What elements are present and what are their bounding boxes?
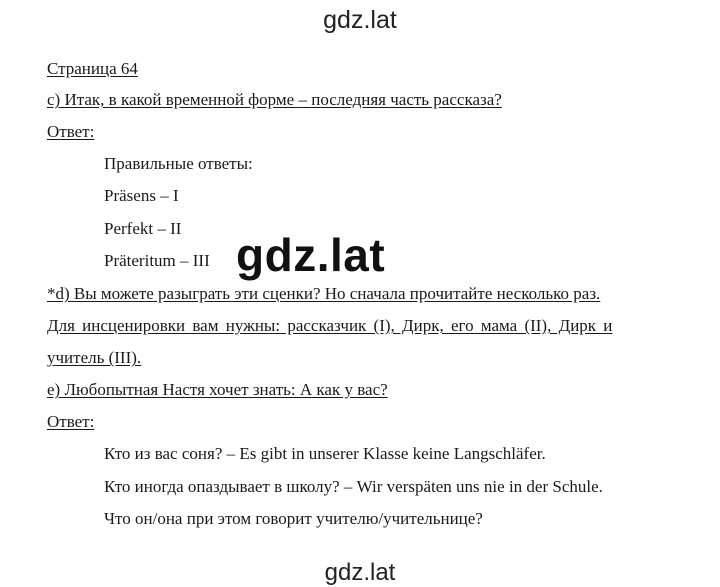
answer-label-2: Ответ: — [47, 412, 95, 431]
watermark-center: gdz.lat — [236, 229, 386, 281]
answer-item-3: Präteritum – III — [104, 251, 210, 270]
task-d-line-2: Для инсценировки вам нужны: рассказчик (I), Дирк, его мама (II), Дирк и — [47, 316, 613, 335]
dialog-line-2: Кто иногда опаздывает в школу? – Wir verspäten uns nie in der Schule. — [104, 477, 603, 496]
correct-answers-heading: Правильные ответы: — [104, 154, 253, 173]
answer-item-2: Perfekt – II — [104, 219, 182, 238]
answer-item-1: Präsens – I — [104, 186, 179, 205]
task-d-line-3: учитель (III). — [47, 348, 142, 367]
watermark-top: gdz.lat — [323, 6, 397, 34]
question-c: с) Итак, в какой временной форме – последняя часть рассказа? — [47, 90, 502, 109]
answer-label-1: Ответ: — [47, 122, 95, 141]
page-label: Страница 64 — [47, 59, 138, 78]
task-d-line-1: *d) Вы можете разыграть эти сценки? Но сначала прочитайте несколько раз. — [47, 284, 601, 303]
dialog-line-3: Что он/она при этом говорит учителю/учительнице? — [104, 509, 483, 528]
question-e: е) Любопытная Настя хочет знать: А как у вас? — [47, 380, 388, 399]
watermark-bottom: gdz.lat — [324, 559, 396, 586]
dialog-line-1: Кто из вас соня? – Es gibt in unserer Klasse keine Langschläfer. — [104, 444, 546, 463]
